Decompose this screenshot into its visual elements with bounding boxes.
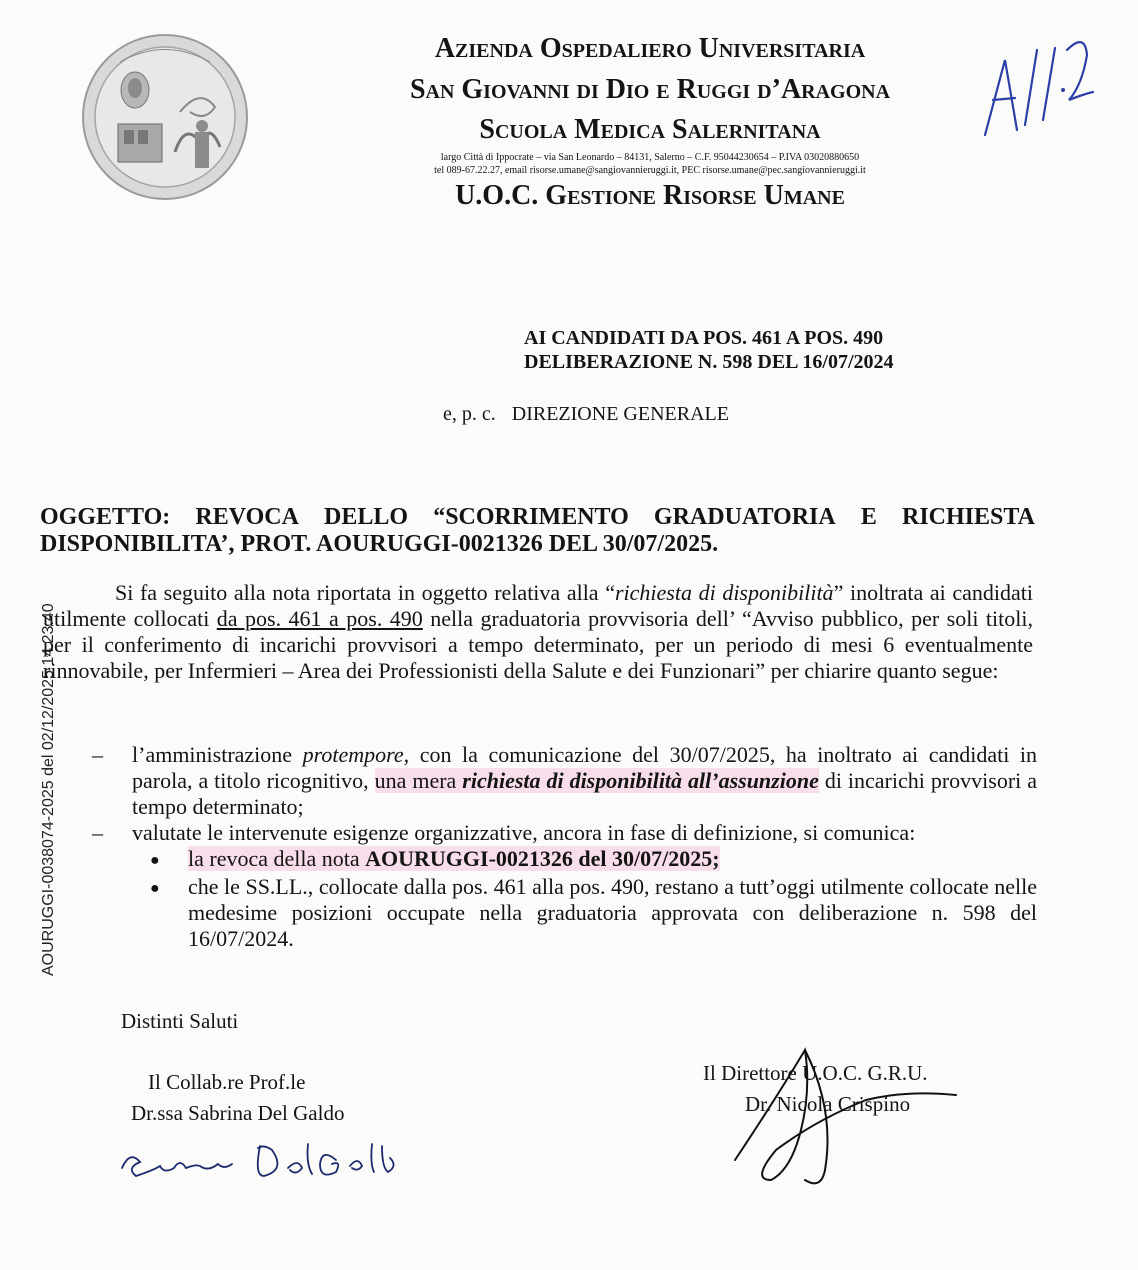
text-segment: la revoca della nota [188, 846, 366, 871]
header-hospital-subname: San Giovanni di Dio e Ruggi d’Aragona [409, 74, 891, 105]
text-segment: ” inoltrata ai candidati utilmente collocati [43, 580, 1034, 631]
dash-marker: – [92, 820, 103, 845]
subject-word: REVOCA [195, 504, 299, 530]
bullet-marker: ● [150, 880, 160, 897]
deliberation-line: DELIBERAZIONE N. 598 DEL 16/07/2024 [524, 351, 894, 373]
header-address: largo Città di Ippocrate – via San Leonardo – 84131, Salerno – C.F. 95044230654 – P.IVA 03020880650 [440, 152, 860, 163]
hospital-seal-logo [80, 32, 250, 202]
bullet-item [150, 874, 1037, 952]
greeting: Distinti Saluti [121, 1009, 239, 1033]
header-school-name: Scuola Medica Salernitana [479, 114, 821, 145]
bullet-marker: ● [150, 852, 160, 869]
subject-line-1 [40, 504, 1035, 531]
subject-word: RICHIESTA [901, 504, 1035, 530]
text-segment: Si fa seguito alla nota riportata in oggetto relativa alla “ [115, 580, 615, 605]
points-list [92, 742, 1037, 952]
cc-label: e, p. c. [443, 403, 496, 425]
highlighted-segment [375, 768, 819, 793]
text-segment: l’amministrazione [132, 742, 303, 767]
highlighted-segment [188, 846, 720, 871]
subject-word: E [860, 504, 877, 530]
subject-word: OGGETTO: [40, 504, 171, 530]
bold-segment: AOURUGGI-0021326 del 30/07/2025; [365, 846, 720, 871]
italic-segment: protempore, [302, 742, 410, 767]
list-item [92, 742, 1037, 820]
left-signatory-name: Dr.ssa Sabrina Del Galdo [131, 1101, 345, 1125]
left-handwritten-signature [110, 1138, 410, 1188]
header-contacts: tel 089-67.22.27, email risorse.umane@sangiovannieruggi.it, PEC risorse.umane@pec.sangiovannieruggi.it [434, 165, 866, 176]
subject-line-2: DISPONIBILITA’, PROT. AOURUGGI-0021326 DEL 30/07/2025. [40, 531, 719, 557]
handwritten-annotation [975, 20, 1095, 140]
header-hospital-name: Azienda Ospedaliero Universitaria [434, 33, 866, 64]
subject-block [40, 504, 1035, 558]
header-department: U.O.C. Gestione Risorse Umane [455, 180, 845, 211]
subject-word: “SCORRIMENTO [433, 504, 629, 530]
right-handwritten-signature [725, 1040, 965, 1190]
protocol-stamp: AOURUGGI-0038074-2025 del 02/12/2025 14:23:40 [40, 603, 57, 977]
list-item [92, 820, 1037, 846]
bullet-text: che le SS.LL., collocate dalla pos. 461 alla pos. 490, restano a tutt’oggi utilmente collocate nelle medesime posizioni occupate nella graduatoria approvata con deliberazione n. 598 del 16/07/2024. [188, 874, 1037, 951]
bullet-item [150, 846, 1037, 874]
list-item-text: valutate le intervenute esigenze organizzative, ancora in fase di definizione, si comunica: [132, 820, 916, 845]
subject-word: DELLO [324, 504, 409, 530]
list-item-text [132, 742, 1037, 820]
dash-marker: – [92, 742, 103, 767]
body-paragraph [43, 580, 1033, 684]
underlined-segment: da pos. 461 a pos. 490 [216, 606, 423, 631]
text-segment: con la comunicazione del 30/07/2025, ha inoltrato ai candidati in parola, a titolo ricognitivo, [132, 742, 1038, 793]
text-segment: nella graduatoria provvisoria dell’ “Avviso pubblico, per soli titoli, per il conferimento di incarichi provvisori a tempo determinato, per un periodo di mesi 6 eventualmente rinnovabile, per Infermieri – Area dei Professionisti della Salute e dei Funzionari” per chiarire quanto segue: [43, 606, 1033, 683]
body-text [43, 580, 1033, 684]
left-signatory-title: Il Collab.re Prof.le [148, 1070, 306, 1094]
cc-line [443, 403, 745, 426]
italic-segment: richiesta di disponibilità [614, 580, 834, 605]
recipient-line: AI CANDIDATI DA POS. 461 A POS. 490 [524, 327, 884, 349]
subject-word: GRADUATORIA [653, 504, 836, 530]
right-signatory-title: Il Direttore U.O.C. G.R.U. [703, 1061, 928, 1085]
right-signatory-name: Dr. Nicola Crispino [745, 1092, 911, 1116]
sub-bullets [150, 846, 1037, 952]
cc-value: DIREZIONE GENERALE [511, 403, 729, 425]
bullet-text [188, 846, 1037, 874]
bold-italic-segment: richiesta di disponibilità all’assunzione [462, 768, 819, 793]
text-segment: una mera [374, 768, 463, 793]
text-segment: di incarichi provvisori a tempo determinato; [132, 768, 1037, 819]
